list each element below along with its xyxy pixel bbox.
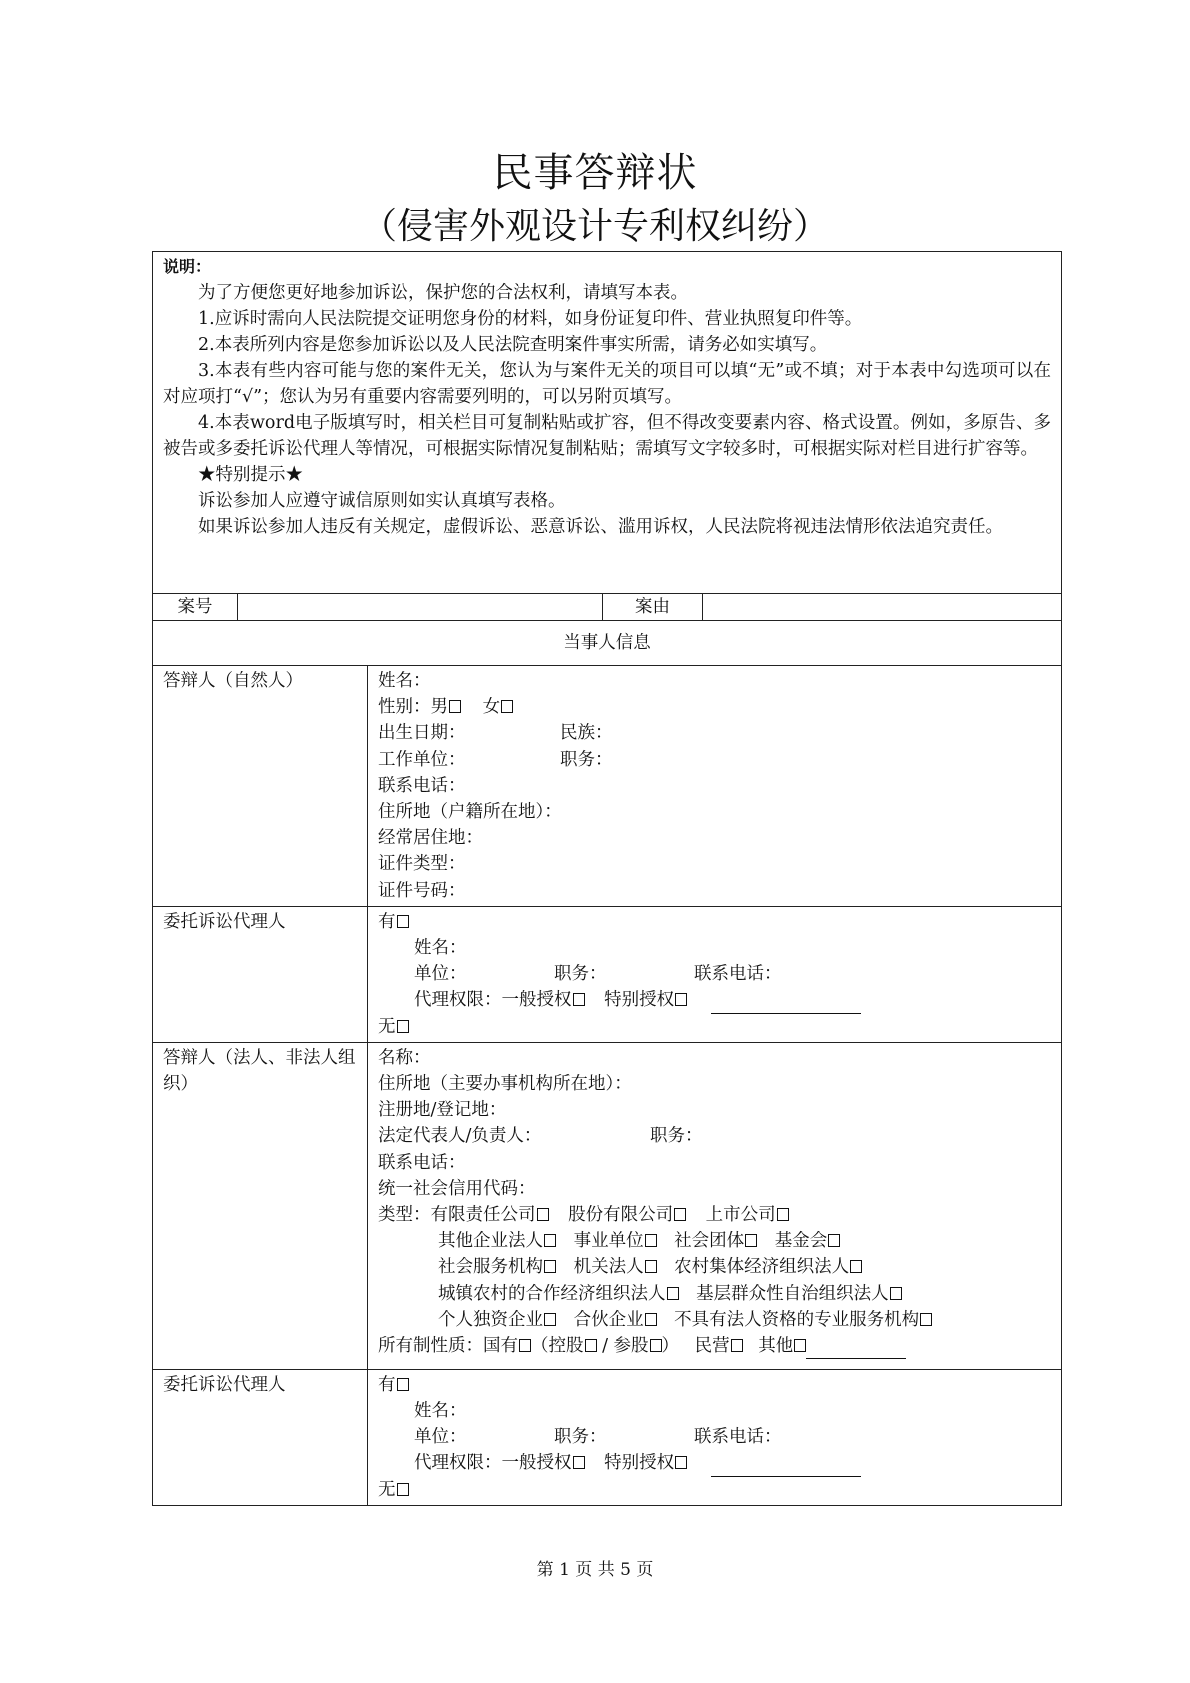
- type-checkbox[interactable]: [544, 1234, 556, 1247]
- legal-person-fields[interactable]: [368, 1042, 1062, 1369]
- org-type-line-2: [378, 1228, 1051, 1254]
- registered-place-field[interactable]: 注册地/登记地：: [378, 1100, 507, 1121]
- org-type-line-3: [378, 1254, 1051, 1280]
- org-phone-field[interactable]: 联系电话：: [378, 1152, 466, 1173]
- position-field[interactable]: 职务：: [560, 749, 613, 770]
- legal-person-label: 答辩人（法人、非法人组织）: [153, 1042, 368, 1369]
- agent-phone-field[interactable]: 联系电话：: [694, 1427, 782, 1448]
- page-number: 第 1 页 共 5 页: [536, 1560, 654, 1580]
- special-authority-label: 特别授权: [604, 1453, 675, 1474]
- instructions-heading: 说明：: [163, 257, 212, 276]
- type-option: 农村集体经济组织法人: [674, 1257, 850, 1278]
- share-label: 参股: [613, 1336, 649, 1357]
- general-authority-checkbox[interactable]: [573, 1456, 585, 1469]
- ownership-line: [378, 1333, 1051, 1359]
- type-checkbox[interactable]: [828, 1234, 840, 1247]
- workplace-field[interactable]: 工作单位：: [378, 749, 466, 770]
- natural-person-row: [153, 666, 1062, 907]
- agent-unit-field[interactable]: 单位：: [414, 964, 467, 985]
- case-number-label: 案号: [153, 594, 238, 621]
- special-authority-checkbox[interactable]: [675, 993, 687, 1006]
- special-authority-checkbox[interactable]: [675, 1456, 687, 1469]
- general-authority-label: 代理权限：一般授权: [414, 990, 572, 1011]
- org-domicile-field[interactable]: 住所地（主要办事机构所在地）：: [378, 1074, 632, 1095]
- agent-no-checkbox[interactable]: [397, 1483, 409, 1496]
- agent-yes-label: 有: [378, 1374, 396, 1395]
- type-checkbox[interactable]: [645, 1313, 657, 1326]
- type-checkbox[interactable]: [544, 1260, 556, 1273]
- section-title-row: [153, 621, 1062, 666]
- instructions-paragraph: 诉讼参加人应遵守诚信原则如实认真填写表格。: [198, 491, 566, 511]
- ethnicity-field[interactable]: 民族：: [560, 723, 613, 744]
- agent-authority-line: [378, 987, 1051, 1013]
- case-cause-label: 案由: [603, 594, 703, 621]
- type-option: 机关法人: [573, 1257, 644, 1278]
- agent-fields[interactable]: [368, 906, 1062, 1042]
- type-option: 上市公司: [705, 1205, 776, 1226]
- agent-name-field[interactable]: 姓名：: [414, 1401, 467, 1422]
- close-paren: ）: [661, 1336, 680, 1357]
- agent-unit-line: [378, 961, 1051, 987]
- representative-position-field[interactable]: 职务：: [650, 1126, 703, 1147]
- name-field[interactable]: 姓名：: [378, 671, 431, 691]
- complaint-form-table: [152, 251, 1062, 1506]
- type-option: 个人独资企业: [438, 1309, 543, 1330]
- id-type-field[interactable]: 证件类型：: [378, 854, 466, 875]
- type-checkbox[interactable]: [850, 1260, 862, 1273]
- other-label: 其他: [758, 1336, 794, 1357]
- type-checkbox[interactable]: [674, 1208, 686, 1221]
- authority-blank[interactable]: [711, 995, 861, 1014]
- agent-label: 委托诉讼代理人: [153, 906, 368, 1042]
- type-checkbox[interactable]: [920, 1313, 932, 1326]
- special-notice-heading: ★特别提示★: [198, 465, 303, 485]
- type-checkbox[interactable]: [645, 1234, 657, 1247]
- agent-no-label: 无: [378, 1016, 396, 1037]
- type-option: 股份有限公司: [568, 1205, 674, 1226]
- agent-position-field[interactable]: 职务：: [554, 964, 607, 985]
- natural-person-label: 答辩人（自然人）: [153, 666, 368, 907]
- agent-row-2: [153, 1369, 1062, 1505]
- case-number-field[interactable]: [238, 594, 603, 621]
- type-checkbox[interactable]: [890, 1287, 902, 1300]
- share-checkbox[interactable]: [650, 1339, 662, 1352]
- instructions-paragraph: 1.应诉时需向人民法院提交证明您身份的材料，如身份证复印件、营业执照复印件等。: [198, 309, 863, 329]
- type-option: 城镇农村的合作经济组织法人: [438, 1283, 666, 1304]
- agent-unit-field[interactable]: 单位：: [414, 1427, 467, 1448]
- agent-no-checkbox[interactable]: [397, 1020, 409, 1033]
- instructions-paragraph: 为了方便您更好地参加诉讼，保护您的合法权利，请填写本表。: [198, 283, 688, 303]
- gender-field: [378, 694, 1051, 720]
- representative-line: [378, 1123, 1051, 1149]
- type-checkbox[interactable]: [745, 1234, 757, 1247]
- credit-code-field[interactable]: 统一社会信用代码：: [378, 1178, 536, 1199]
- general-authority-checkbox[interactable]: [573, 993, 585, 1006]
- agent-no-label: 无: [378, 1479, 396, 1500]
- type-option: 合伙企业: [573, 1309, 644, 1330]
- instructions-paragraph: 2.本表所列内容是您参加诉讼以及人民法院查明案件事实所需，请务必如实填写。: [198, 335, 828, 355]
- agent-fields[interactable]: [368, 1369, 1062, 1505]
- private-checkbox[interactable]: [731, 1339, 743, 1352]
- phone-field[interactable]: 联系电话：: [378, 775, 466, 796]
- gender-label: 性别：: [378, 697, 431, 718]
- birth-date-field[interactable]: 出生日期：: [378, 723, 466, 744]
- private-label: 民营: [694, 1336, 730, 1357]
- page-subtitle: （侵害外观设计专利权纠纷）: [360, 206, 829, 247]
- agent-name-field[interactable]: 姓名：: [414, 938, 467, 959]
- authority-blank[interactable]: [711, 1458, 861, 1477]
- agent-authority-line: [378, 1450, 1051, 1476]
- type-option: 事业单位: [573, 1231, 644, 1252]
- domicile-field[interactable]: 住所地（户籍所在地）：: [378, 802, 562, 823]
- birth-ethnicity-line: [378, 720, 1051, 746]
- legal-person-row: [153, 1042, 1062, 1369]
- other-blank[interactable]: [806, 1340, 906, 1359]
- special-authority-label: 特别授权: [604, 990, 675, 1011]
- residence-field[interactable]: 经常居住地：: [378, 828, 483, 849]
- ownership-label: 所有制性质：国有: [378, 1336, 518, 1357]
- type-checkbox[interactable]: [667, 1287, 679, 1300]
- type-checkbox[interactable]: [645, 1260, 657, 1273]
- type-option: 不具有法人资格的专业服务机构: [674, 1309, 920, 1330]
- representative-field[interactable]: 法定代表人/负责人：: [378, 1126, 542, 1147]
- slash-text: /: [596, 1336, 614, 1357]
- case-cause-field[interactable]: [703, 594, 1062, 621]
- instructions-paragraph: 4.本表word电子版填写时，相关栏目可复制粘贴或扩容，但不得改变要素内容、格式设置。例如，多原告、多被告或多委托诉讼代理人等情况，可根据实际情况复制粘贴；需填写文字较多时，可根据实际对栏目进行扩容等。: [163, 413, 1052, 459]
- page-title: 民事答辩状: [492, 150, 698, 196]
- org-type-line-5: [378, 1307, 1051, 1333]
- male-checkbox[interactable]: [449, 700, 461, 713]
- agent-label: 委托诉讼代理人: [153, 1369, 368, 1505]
- instructions-paragraph: 3.本表有些内容可能与您的案件无关，您认为与案件无关的项目可以填“无”或不填；对于本表中勾选项可以在对应项打“√”；您认为另有重要内容需要列明的，可以另附页填写。: [163, 361, 1052, 407]
- female-label: 女: [482, 697, 501, 718]
- general-authority-label: 代理权限：一般授权: [414, 1453, 572, 1474]
- holding-checkbox[interactable]: [585, 1339, 597, 1352]
- workplace-position-line: [378, 747, 1051, 773]
- type-option: 其他企业法人: [438, 1231, 543, 1252]
- agent-row-1: [153, 906, 1062, 1042]
- type-option: 社会服务机构: [438, 1257, 543, 1278]
- org-name-field[interactable]: 名称：: [378, 1047, 431, 1068]
- instructions-row: [153, 252, 1062, 594]
- other-checkbox[interactable]: [794, 1339, 806, 1352]
- type-checkbox[interactable]: [777, 1208, 789, 1221]
- male-label: 男: [430, 697, 448, 718]
- female-checkbox[interactable]: [501, 700, 513, 713]
- natural-person-fields[interactable]: [368, 666, 1062, 907]
- agent-yes-checkbox[interactable]: [397, 915, 409, 928]
- org-type-line-4: [378, 1281, 1051, 1307]
- agent-phone-field[interactable]: 联系电话：: [694, 964, 782, 985]
- type-option: 基层群众性自治组织法人: [696, 1283, 889, 1304]
- agent-unit-line: [378, 1424, 1051, 1450]
- org-type-label: 类型：: [378, 1205, 431, 1226]
- agent-position-field[interactable]: 职务：: [554, 1427, 607, 1448]
- type-option: 社会团体: [674, 1231, 745, 1252]
- instructions-paragraph: 如果诉讼参加人违反有关规定，虚假诉讼、恶意诉讼、滥用诉权，人民法院将视违法情形依法追究责任。: [198, 517, 1003, 537]
- agent-yes-label: 有: [378, 911, 396, 932]
- type-option: 基金会: [774, 1231, 828, 1252]
- case-info-row: [153, 594, 1062, 621]
- type-checkbox[interactable]: [544, 1313, 556, 1326]
- instructions-cell: [153, 252, 1062, 594]
- type-option: 有限责任公司: [430, 1205, 536, 1226]
- section-title: 当事人信息: [153, 621, 1062, 666]
- state-owned-checkbox[interactable]: [519, 1339, 531, 1352]
- agent-yes-checkbox[interactable]: [397, 1378, 409, 1391]
- id-number-field[interactable]: 证件号码：: [378, 880, 466, 901]
- type-checkbox[interactable]: [537, 1208, 549, 1221]
- org-type-line-1: [378, 1202, 1051, 1228]
- holding-label: （控股: [531, 1336, 584, 1357]
